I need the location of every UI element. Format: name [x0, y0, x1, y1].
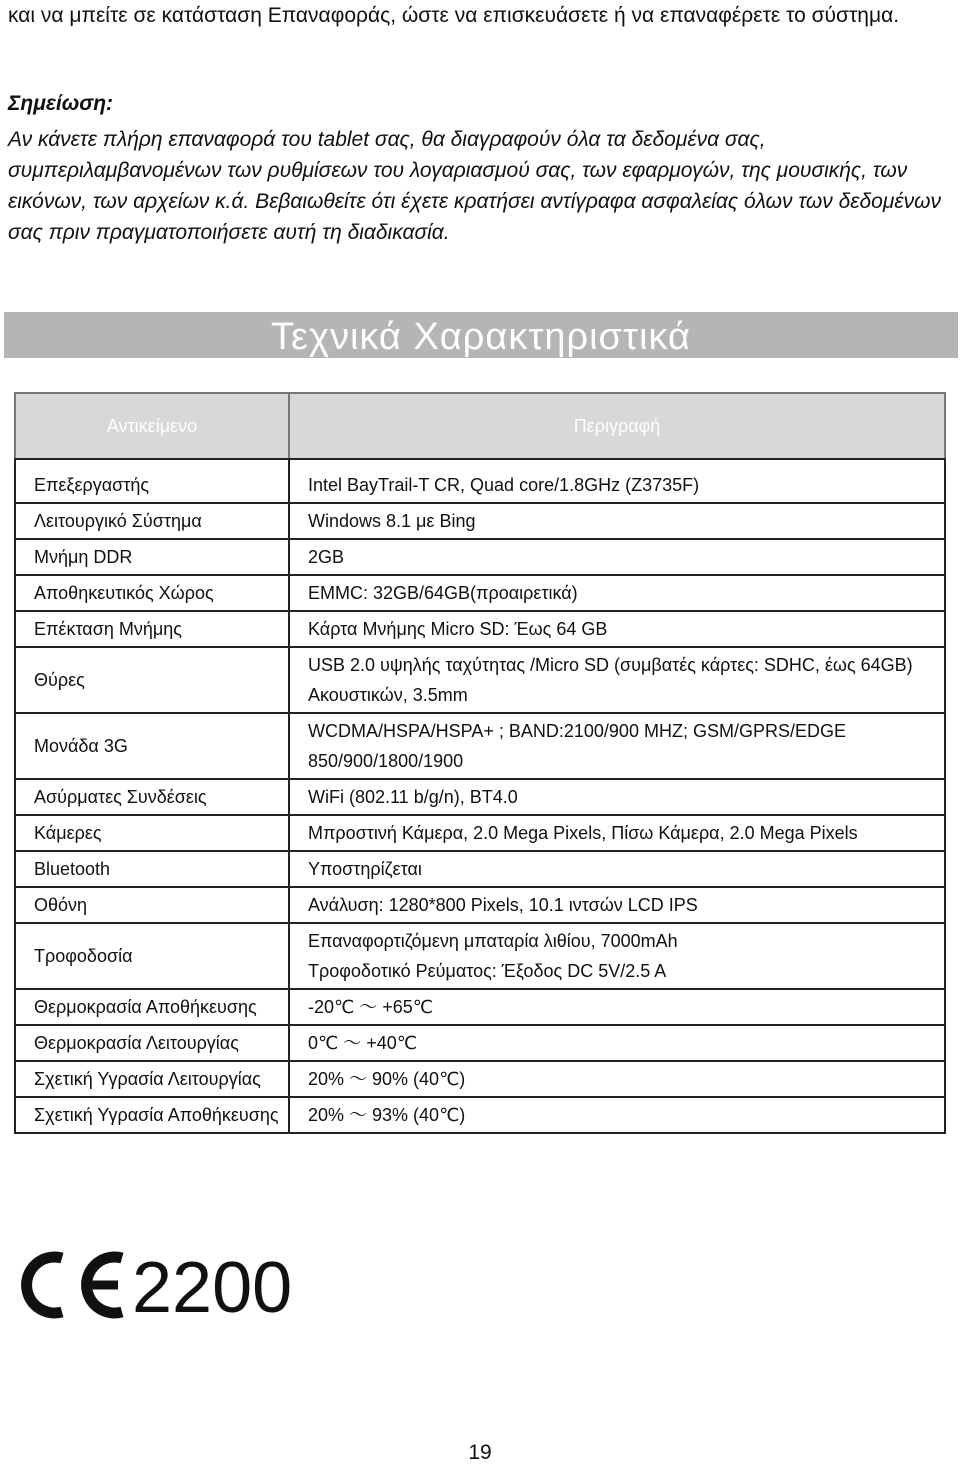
spec-row: [15, 539, 945, 575]
spec-item: Μνήμη DDR: [15, 539, 289, 575]
spec-row: [15, 923, 945, 989]
page-number: 19: [468, 1441, 492, 1464]
spec-item: Λειτουργικό Σύστημα: [15, 503, 289, 539]
intro-paragraph: και να μπείτε σε κατάσταση Επαναφοράς, ώστε να επισκευάσετε ή να επαναφέρετε το σύστημα.: [8, 4, 900, 27]
spec-description-line: 20% ～ 93% (40℃): [308, 1105, 466, 1125]
spec-description: [289, 851, 945, 887]
ce-mark-logo: [14, 1250, 354, 1320]
spec-item: Θερμοκρασία Αποθήκευσης: [15, 989, 289, 1025]
specs-table-body: [15, 459, 945, 1133]
spec-item: Ασύρματες Συνδέσεις: [15, 779, 289, 815]
spec-row: [15, 1025, 945, 1061]
spec-description: [289, 647, 945, 713]
spec-description: [289, 1061, 945, 1097]
note-text: Αν κάνετε πλήρη επαναφορά του tablet σας, θα διαγραφούν όλα τα δεδομένα σας, συμπεριλαμβανομένων των ρυθμίσεων του λογαριασμού σας, των εφαρμογών, της μουσικής, των εικόνων, των αρχείων κ.ά. Βεβαιωθείτε ότι έχετε κρατήσει αντίγραφα ασφαλείας όλων των δεδομένων σας πριν πραγματοποιήσετε αυτή τη διαδικασία.: [8, 128, 941, 244]
spec-description: [289, 539, 945, 575]
spec-item: Bluetooth: [15, 851, 289, 887]
spec-description: [289, 459, 945, 503]
spec-description: [289, 611, 945, 647]
spec-row: [15, 459, 945, 503]
spec-row: [15, 887, 945, 923]
spec-description-line: Υποστηρίζεται: [308, 859, 422, 879]
spec-row: [15, 611, 945, 647]
spec-description-line: USB 2.0 υψηλής ταχύτητας /Micro SD (συμβατές κάρτες: SDHC, έως 64GB): [308, 655, 913, 675]
spec-description: [289, 923, 945, 989]
note-heading: Σημείωση:: [8, 92, 114, 115]
column-header-item: Αντικείμενο: [16, 394, 290, 458]
spec-description-line: Windows 8.1 με Bing: [308, 511, 476, 531]
spec-item: Αποθηκευτικός Χώρος: [15, 575, 289, 611]
spec-description-line: Ανάλυση: 1280*800 Pixels, 10.1 ιντσών LCD IPS: [308, 895, 698, 915]
spec-description-line: 0℃ ～ +40℃: [308, 1033, 417, 1053]
specs-title: Τεχνικά Χαρακτηριστικά: [271, 315, 691, 358]
spec-item: Σχετική Υγρασία Λειτουργίας: [15, 1061, 289, 1097]
spec-description: [289, 815, 945, 851]
spec-row: [15, 647, 945, 713]
spec-description: [289, 1097, 945, 1133]
spec-description-line: Ακουστικών, 3.5mm: [308, 685, 468, 705]
spec-item: Σχετική Υγρασία Αποθήκευσης: [15, 1097, 289, 1133]
spec-row: [15, 575, 945, 611]
spec-item: Κάμερες: [15, 815, 289, 851]
spec-row: [15, 815, 945, 851]
spec-row: [15, 989, 945, 1025]
spec-row: [15, 1097, 945, 1133]
spec-row: [15, 713, 945, 779]
spec-description-line: Τροφοδοτικό Ρεύματος: Έξοδος DC 5V/2.5 A: [308, 961, 667, 981]
spec-description: [289, 989, 945, 1025]
spec-item: Οθόνη: [15, 887, 289, 923]
spec-item: Θύρες: [15, 647, 289, 713]
column-header-description: Περιγραφή: [573, 415, 661, 436]
spec-row: [15, 779, 945, 815]
spec-item: Θερμοκρασία Λειτουργίας: [15, 1025, 289, 1061]
spec-description-line: Επαναφορτιζόμενη μπαταρία λιθίου, 7000mAh: [308, 931, 678, 951]
spec-description-line: EMMC: 32GB/64GB(προαιρετικά): [308, 583, 578, 603]
specs-table: [14, 458, 946, 1134]
specs-table-header: [14, 392, 946, 458]
spec-description-line: WCDMA/HSPA/HSPA+ ; BAND:2100/900 MHZ; GSM/GPRS/EDGE 850/900/1800/1900: [308, 721, 846, 771]
spec-description-line: Κάρτα Μνήμης Micro SD: Έως 64 GB: [308, 619, 608, 639]
spec-description: [289, 503, 945, 539]
spec-description: [289, 887, 945, 923]
spec-item: Επεξεργαστής: [15, 459, 289, 503]
spec-description-line: 2GB: [308, 547, 345, 567]
ce-notified-body-number: 2200: [132, 1250, 293, 1320]
spec-description: [289, 575, 945, 611]
spec-row: [15, 851, 945, 887]
spec-description: [289, 779, 945, 815]
spec-item: Μονάδα 3G: [15, 713, 289, 779]
spec-description-line: Μπροστινή Κάμερα, 2.0 Mega Pixels, Πίσω Κάμερα, 2.0 Mega Pixels: [308, 823, 858, 843]
spec-description-line: Intel BayTrail-T CR, Quad core/1.8GHz (Z3735F): [308, 475, 700, 495]
spec-description-line: WiFi (802.11 b/g/n), BT4.0: [308, 787, 518, 807]
spec-row: [15, 1061, 945, 1097]
spec-item: Επέκταση Μνήμης: [15, 611, 289, 647]
spec-item: Τροφοδοσία: [15, 923, 289, 989]
spec-description-line: -20℃ ～ +65℃: [308, 997, 433, 1017]
spec-row: [15, 503, 945, 539]
specs-title-bar: [4, 312, 958, 358]
spec-description: [289, 1025, 945, 1061]
spec-description-line: 20% ～ 90% (40℃): [308, 1069, 466, 1089]
spec-description: [289, 713, 945, 779]
